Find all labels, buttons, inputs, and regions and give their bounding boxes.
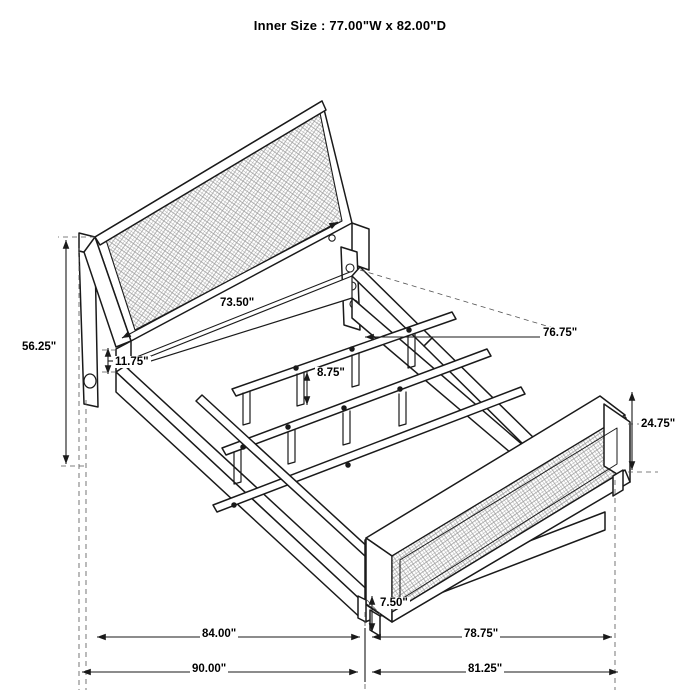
dimension-left-depth: 84.00": [202, 628, 237, 640]
dimension-overall-right-depth: 81.25": [468, 663, 503, 675]
dimension-right-depth: 78.75": [464, 628, 499, 640]
page-title: Inner Size : 77.00"W x 82.00"D: [253, 18, 447, 33]
dimension-headboard-height-overall: 56.25": [22, 341, 57, 353]
dimension-footboard-height: 24.75": [641, 418, 676, 430]
dimension-inner-frame-width: 76.75": [543, 327, 578, 339]
dimension-footboard-clearance: 7.50": [380, 597, 408, 609]
dimension-overall-left-depth: 90.00": [192, 663, 227, 675]
dimension-slat-height: 8.75": [317, 367, 345, 379]
dimension-side-rail-height: 11.75": [115, 356, 149, 368]
dimension-headboard-panel-width: 73.50": [220, 297, 255, 309]
